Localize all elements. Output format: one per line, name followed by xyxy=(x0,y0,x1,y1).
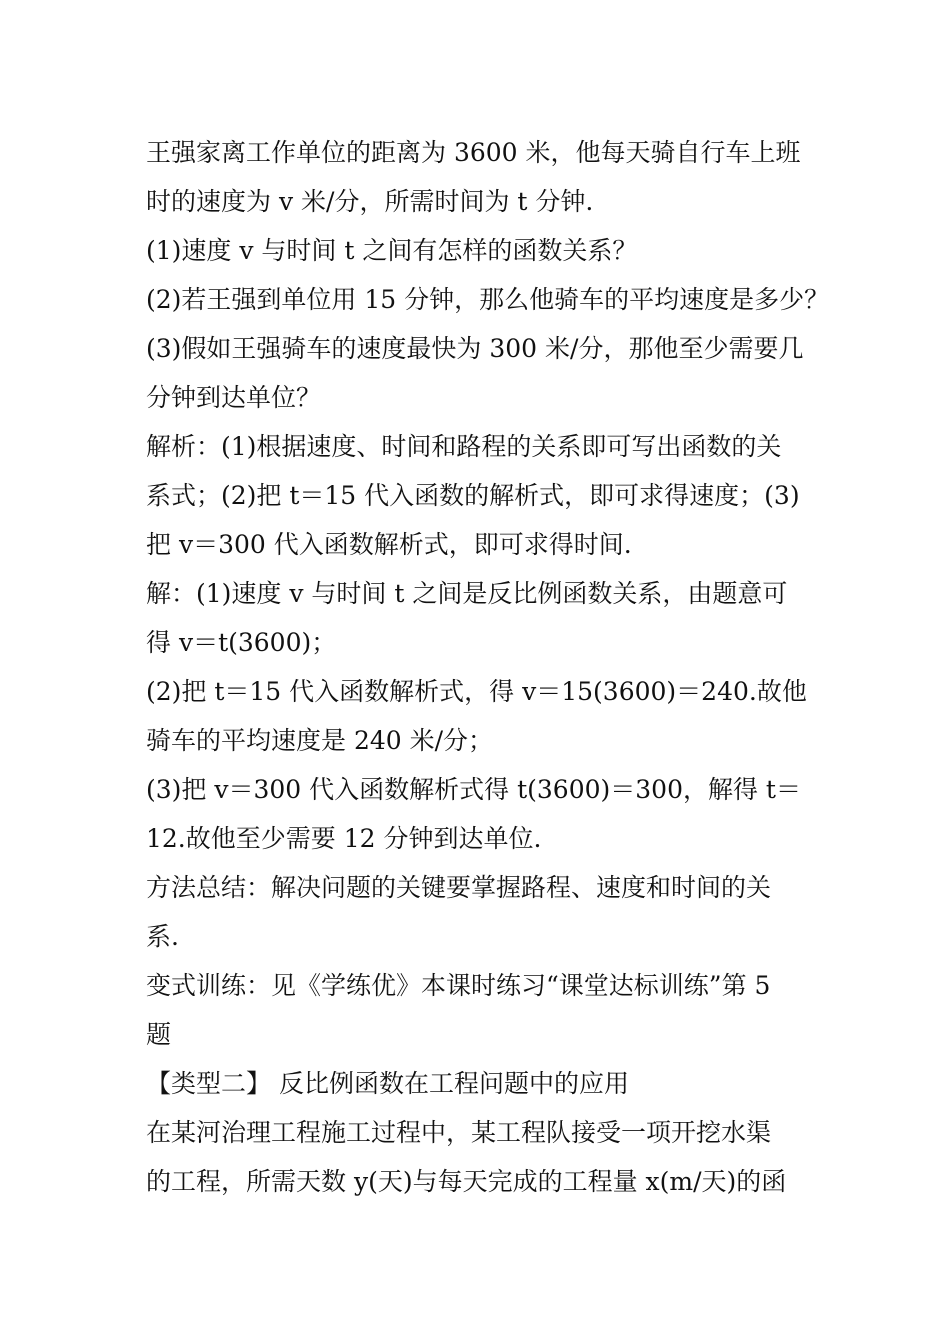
text-line: 题 xyxy=(146,1020,172,1049)
question-1: (1)速度 v 与时间 t 之间有怎样的函数关系？ xyxy=(146,236,638,265)
text-line: 分钟到达单位？ xyxy=(146,383,322,412)
variant-training-line: 变式训练：见《学练优》本课时练习“课堂达标训练”第 5 xyxy=(146,971,771,1000)
text-line: 在某河治理工程施工过程中，某工程队接受一项开挖水渠 xyxy=(146,1118,772,1147)
text-line: 时的速度为 v 米/分，所需时间为 t 分钟. xyxy=(146,187,594,216)
text-line: 骑车的平均速度是 240 米/分； xyxy=(146,726,494,755)
question-3: (3)假如王强骑车的速度最快为 300 米/分，那他至少需要几 xyxy=(146,334,804,363)
text-line: 把 v＝300 代入函数解析式，即可求得时间. xyxy=(146,530,632,559)
section-heading: 【类型二】 反比例函数在工程问题中的应用 xyxy=(146,1069,629,1098)
method-summary-line: 方法总结：解决问题的关键要掌握路程、速度和时间的关 xyxy=(146,873,772,902)
analysis-line: 解析：(1)根据速度、时间和路程的关系即可写出函数的关 xyxy=(146,432,782,461)
text-line: 系. xyxy=(146,922,179,951)
solution-line: 解：(1)速度 v 与时间 t 之间是反比例函数关系，由题意可 xyxy=(146,579,788,608)
text-line: 12.故他至少需要 12 分钟到达单位. xyxy=(146,824,542,853)
text-line: 王强家离工作单位的距离为 3600 米，他每天骑自行车上班 xyxy=(146,138,801,167)
text-line: 系式；(2)把 t＝15 代入函数的解析式，即可求得速度；(3) xyxy=(146,481,800,510)
text-line: 得 v＝t(3600)； xyxy=(146,628,337,657)
document-page xyxy=(146,128,830,1206)
question-2: (2)若王强到单位用 15 分钟，那么他骑车的平均速度是多少？ xyxy=(146,285,830,314)
text-line: (3)把 v＝300 代入函数解析式得 t(3600)＝300，解得 t＝ xyxy=(146,775,801,804)
text-line: 的工程，所需天数 y(天)与每天完成的工程量 x(m/天)的函 xyxy=(146,1167,787,1196)
text-line: (2)把 t＝15 代入函数解析式，得 v＝15(3600)＝240.故他 xyxy=(146,677,807,706)
